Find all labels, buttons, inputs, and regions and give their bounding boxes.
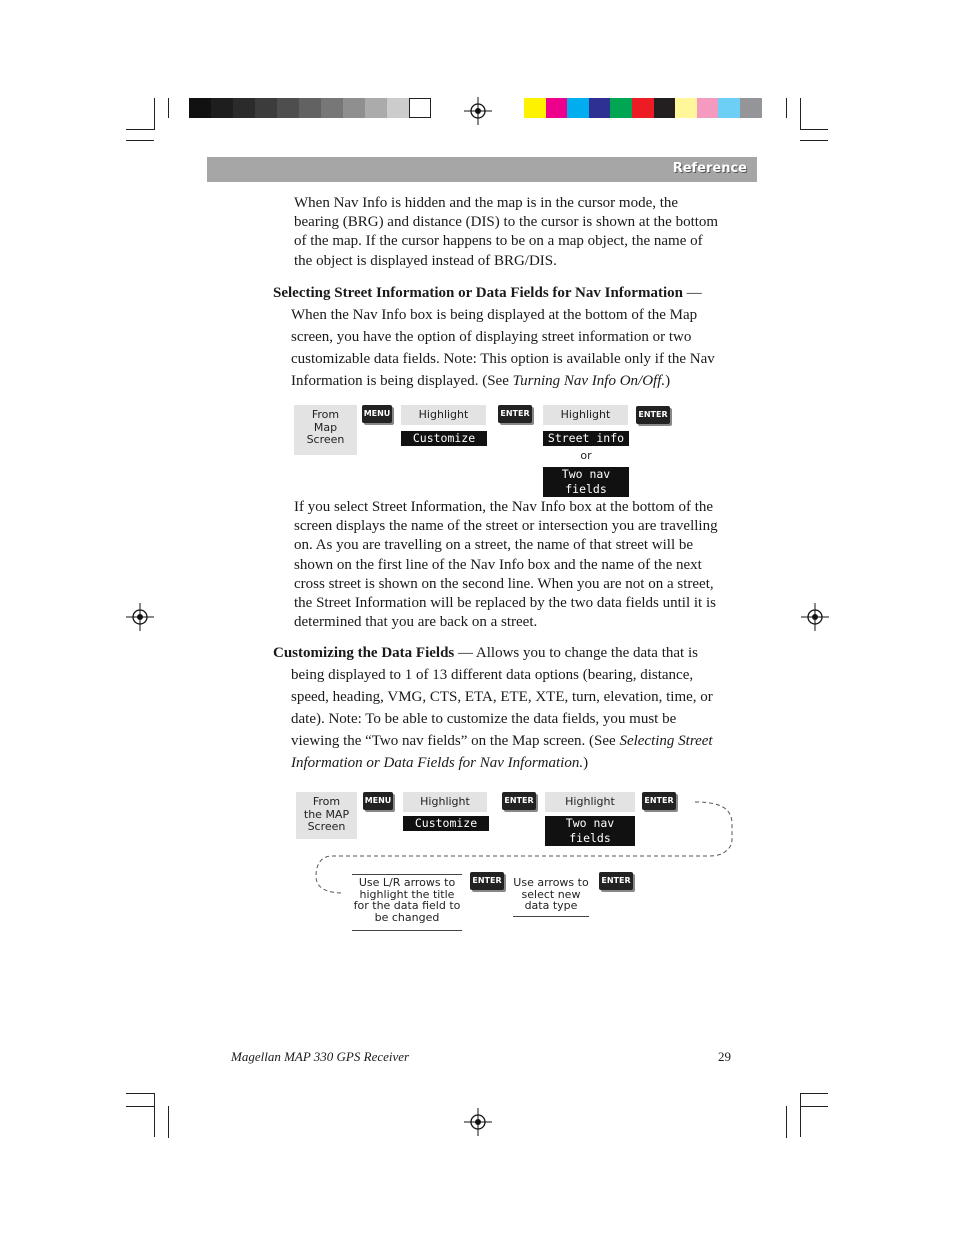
text-line <box>273 370 743 392</box>
text-line: Use arrows to <box>513 876 589 889</box>
color-swatch <box>546 98 568 118</box>
divider <box>352 874 462 875</box>
highlight-step-box: Highlight <box>403 792 487 812</box>
text-line: shown on the first line of the Nav Info box and the name of the next <box>294 556 702 573</box>
color-swatch <box>299 98 321 118</box>
section-header-bar <box>207 157 757 182</box>
color-swatch <box>409 98 431 118</box>
highlight-step-box: Highlight <box>401 405 486 425</box>
divider <box>352 930 462 931</box>
enter-key: ENTER <box>498 405 532 423</box>
color-swatch <box>675 98 697 118</box>
enter-key: ENTER <box>642 792 676 810</box>
divider <box>513 916 589 917</box>
color-swatch <box>387 98 409 118</box>
text-line: screen displays the name of the street or intersection you are travelling <box>294 518 718 535</box>
text-fragment: Information is being displayed. (See <box>291 373 513 389</box>
cross-reference: Selecting Street <box>619 733 713 749</box>
step-select-type-text <box>513 877 589 912</box>
menu-option-customize: Customize <box>401 431 487 446</box>
section-street-info <box>273 282 743 392</box>
menu-option-two-nav-fields: Two nav fields <box>545 816 635 846</box>
text-line: Screen <box>306 433 345 446</box>
color-swatch <box>233 98 255 118</box>
enter-key: ENTER <box>502 792 536 810</box>
text-line: being displayed to 1 of 13 different data options (bearing, distance, <box>291 667 694 683</box>
color-swatch <box>632 98 654 118</box>
menu-key: MENU <box>363 792 393 810</box>
color-swatch <box>321 98 343 118</box>
text-line: Screen <box>307 820 346 833</box>
color-swatch <box>211 98 233 118</box>
text-line: When Nav Info is hidden and the map is in the cursor mode, the <box>294 195 679 211</box>
menu-option-customize: Customize <box>403 816 489 831</box>
text-line: highlight the title <box>359 887 455 901</box>
color-swatch <box>365 98 387 118</box>
start-state-box <box>294 405 357 455</box>
section-customize-fields <box>273 642 743 774</box>
or-label: or <box>580 449 592 462</box>
text-line: From <box>312 795 341 808</box>
enter-key: ENTER <box>599 872 633 890</box>
cross-reference: Information or Data Fields for Nav Information. <box>291 755 584 771</box>
text-line: be changed <box>374 910 440 924</box>
text-line <box>273 730 743 752</box>
text-line: date). Note: To be able to customize the data fields, you must be <box>291 711 677 727</box>
text-line: Map <box>313 420 338 434</box>
text-line: When the Nav Info box is being displayed at the bottom of the Map <box>291 307 698 323</box>
registration-mark-icon <box>126 603 154 631</box>
color-swatch <box>718 98 740 118</box>
text-line: for the data field to <box>353 899 461 912</box>
text-line <box>273 752 743 774</box>
text-fragment: ) <box>665 373 671 389</box>
registration-mark-icon <box>464 97 492 125</box>
section-heading: Customizing the Data Fields <box>273 645 455 661</box>
street-info-paragraph <box>294 498 734 632</box>
color-swatch <box>610 98 632 118</box>
text-line: the MAP <box>303 807 350 821</box>
highlight-step-box: Highlight <box>545 792 635 812</box>
color-swatch <box>740 98 762 118</box>
enter-key: ENTER <box>636 406 670 424</box>
text-line: Use L/R arrows to <box>358 876 456 889</box>
em-dash: — <box>682 285 702 301</box>
text-line: data type <box>524 899 578 912</box>
text-line: speed, heading, VMG, CTS, ETA, ETE, XTE, turn, elevation, time, or <box>291 689 713 705</box>
color-swatch <box>589 98 611 118</box>
color-swatch <box>567 98 589 118</box>
text-fragment: — Allows you to change the data that is <box>454 645 698 661</box>
text-line: the Street Information will be replaced by the two data fields until it is <box>294 595 716 612</box>
text-line: customizable data fields. Note: This option is available only if the Nav <box>291 351 715 367</box>
step-select-field-text <box>352 877 462 923</box>
color-swatch <box>654 98 676 118</box>
menu-option-street-info: Street info <box>543 431 629 446</box>
color-swatch <box>697 98 719 118</box>
intro-paragraph <box>294 194 734 271</box>
text-line: on. As you are travelling on a street, the name of that street will be <box>294 537 694 554</box>
section-title: Reference <box>672 161 747 176</box>
color-swatch <box>343 98 365 118</box>
text-line: screen, you have the option of displaying street information or two <box>291 329 692 345</box>
text-line: If you select Street Information, the Nav Info box at the bottom of the <box>294 499 714 515</box>
text-fragment: ) <box>583 755 589 771</box>
page-number: 29 <box>718 1049 731 1064</box>
text-line: of the map. If the cursor happens to be on a map object, the name of <box>294 233 703 250</box>
registration-mark-icon <box>464 1108 492 1136</box>
cross-reference: Turning Nav Info On/Off. <box>512 373 666 389</box>
text-line: determined that you are back on a street. <box>294 614 538 631</box>
enter-key: ENTER <box>470 872 504 890</box>
color-swatch <box>524 98 546 118</box>
text-fragment: viewing the “Two nav fields” on the Map screen. (See <box>291 733 620 749</box>
footer-product-name: Magellan MAP 330 GPS Receiver <box>231 1049 410 1064</box>
text-line: bearing (BRG) and distance (DIS) to the cursor is shown at the bottom <box>294 214 719 231</box>
text-line: From <box>311 408 340 421</box>
registration-mark-icon <box>801 603 829 631</box>
color-swatch <box>255 98 277 118</box>
color-swatch <box>189 98 211 118</box>
text-line: the object is displayed instead of BRG/DIS. <box>294 252 557 269</box>
highlight-step-box: Highlight <box>543 405 628 425</box>
menu-key: MENU <box>362 405 392 423</box>
text-line: cross street is shown on the second line. When you are not on a street, <box>294 575 714 592</box>
section-heading: Selecting Street Information or Data Fields for Nav Information <box>273 285 683 301</box>
color-swatch <box>277 98 299 118</box>
menu-option-two-nav-fields: Two nav fields <box>543 467 629 497</box>
text-line: select new <box>521 887 581 901</box>
